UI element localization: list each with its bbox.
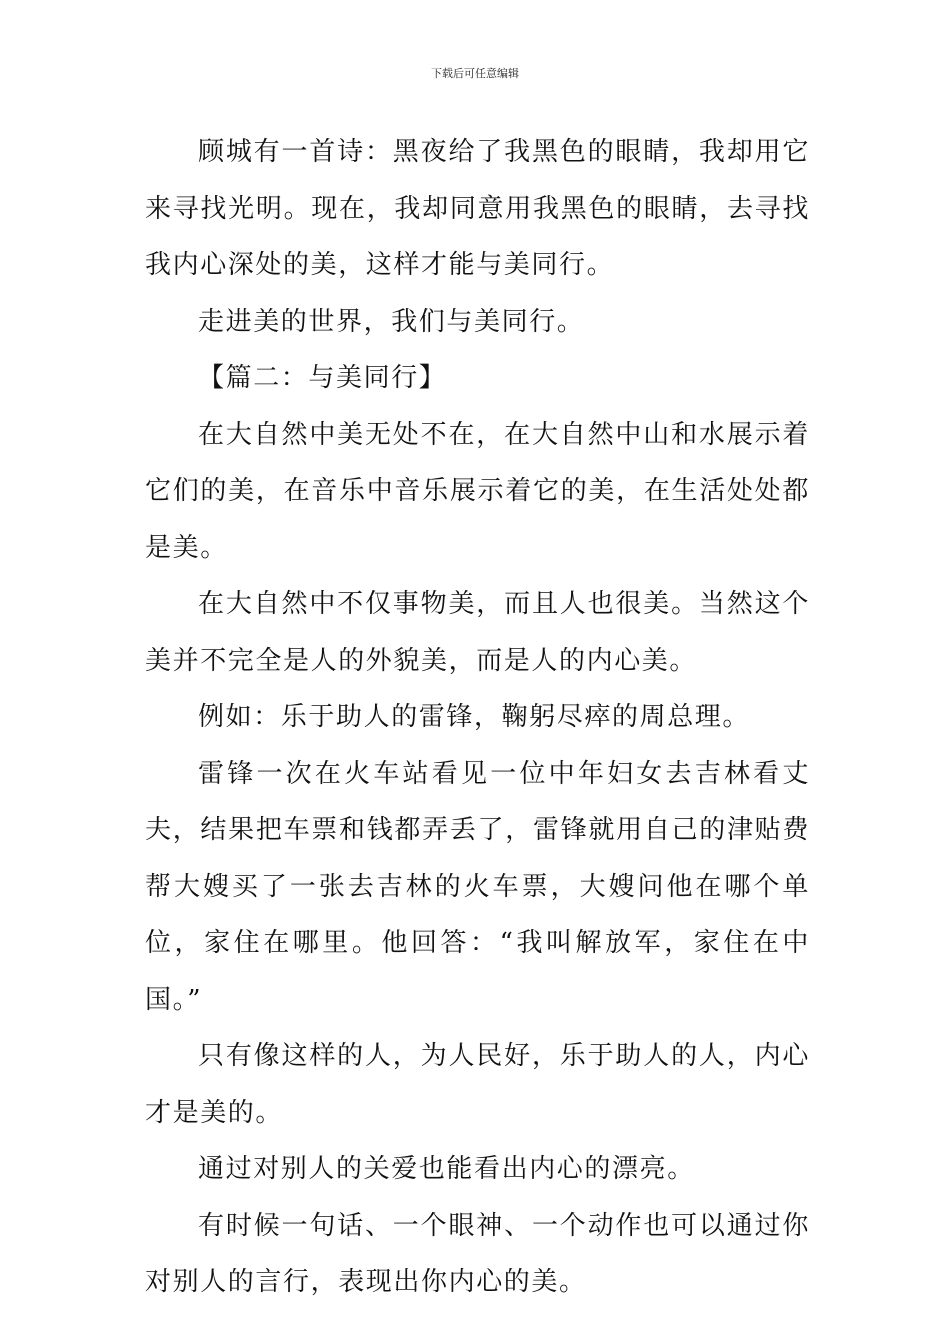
paragraph: 例如：乐于助人的雷锋，鞠躬尽瘁的周总理。 [198,702,751,732]
paragraph: 有时候一句话、一个眼神、一个动作也可以通过你对别人的言行，表现出你内心的美。 [145,1210,810,1297]
paragraph: 通过对别人的关爱也能看出内心的漂亮。 [198,1154,695,1184]
page-header: 下载后可任意编辑 [431,67,519,80]
paragraph: 只有像这样的人，为人民好，乐于助人的人，内心才是美的。 [145,1041,810,1128]
document-body [145,124,810,1311]
paragraph: 走进美的世界，我们与美同行。 [198,306,585,337]
paragraph: 雷锋一次在火车站看见一位中年妇女去吉林看丈夫，结果把车票和钱都弄丢了，雷锋就用自己的津贴费帮大嫂买了一张去吉林的火车票，大嫂问他在哪个单位，家住在哪里。他回答：“我叫解放军，家住在中国。” [145,758,810,1015]
paragraph: 在大自然中不仅事物美，而且人也很美。当然这个美并不完全是人的外貌美，而是人的内心美。 [145,589,810,676]
paragraph: 在大自然中美无处不在，在大自然中山和水展示着它们的美，在音乐中音乐展示着它的美，在生活处处都是美。 [145,419,810,563]
section-heading: 【篇二：与美同行】 [198,363,447,393]
paragraph: 顾城有一首诗：黑夜给了我黑色的眼睛，我却用它来寻找光明。现在，我却同意用我黑色的眼睛，去寻找我内心深处的美，这样才能与美同行。 [145,137,810,280]
